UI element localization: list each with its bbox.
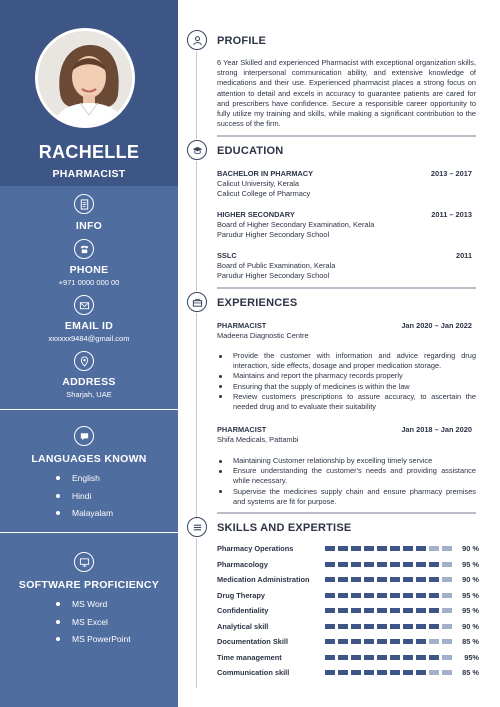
bar-segment-filled [325,593,335,598]
bar-segment-filled [325,639,335,644]
skill-row [217,666,479,682]
years: 2011 – 2013 [431,210,472,219]
experiences-title: EXPERIENCES [217,297,298,309]
years: 2013 – 2017 [430,169,472,178]
location-pin-icon [74,351,94,371]
bar-segment-filled [416,639,426,644]
timeline-line [196,313,197,519]
timeline-line [196,161,197,291]
education-item [217,251,472,282]
bar-segment-filled [390,562,400,567]
list-item: Maintains and report the pharmacy records properly [217,371,476,381]
bar-segment-filled [325,577,335,582]
bar-segment-filled [325,655,335,660]
bar-segment-filled [416,562,426,567]
section-divider [217,135,476,137]
job-header [217,321,472,341]
skill-name: Communication skill [217,668,290,677]
sidebar [0,0,178,707]
bar-segment-filled [338,639,348,644]
bar-segment-filled [351,577,361,582]
bar-segment-filled [390,670,400,675]
bar-segment-filled [351,608,361,613]
phone-label: PHONE [69,264,109,276]
bar-segment-filled [403,608,413,613]
skill-percent: 95% [464,652,479,662]
skill-level-bar [325,608,455,613]
skill-row [217,651,479,667]
bar-segment-filled [429,624,439,629]
company-name: Shifa Medicals, Pattambi [217,435,299,445]
bar-segment-filled [403,577,413,582]
bar-segment-filled [390,577,400,582]
timeline-line [196,51,197,139]
job-role: PHARMACIST [217,425,267,434]
education-item [217,169,472,200]
skill-name: Drug Therapy [217,590,266,600]
profile-title: PROFILE [217,35,267,47]
job-header [217,425,472,445]
languages-heading: LANGUAGES KNOWN [31,453,147,465]
candidate-name: RACHELLE [38,142,140,162]
bar-segment-filled [325,624,335,629]
bar-segment-filled [364,670,374,675]
user-icon [187,30,207,50]
bar-segment-filled [377,546,387,551]
degree: SSLC [217,251,237,260]
skill-level-bar [325,546,455,551]
sidebar-divider [0,409,178,410]
list-item: MS PowerPoint [56,633,131,651]
bar-segment-filled [390,624,400,629]
list-item: Malayalam [56,507,113,525]
bar-segment-empty [442,608,452,613]
info-heading: INFO [75,220,103,232]
bar-segment-empty [442,546,452,551]
skill-name: Time management [217,652,282,662]
institution: Board of Higher Secondary Examination, Kerala [217,220,375,230]
bar-segment-filled [364,593,374,598]
skills-title: SKILLS AND EXPERTISE [217,522,352,534]
bar-segment-filled [377,655,387,660]
graduation-cap-icon [187,140,207,160]
company-name: Madeena Diagnostic Centre [217,331,309,341]
skill-level-bar [325,593,455,598]
bar-segment-empty [442,624,452,629]
education-item [217,210,472,241]
list-item: MS Excel [56,616,131,634]
bar-segment-filled [338,577,348,582]
institution: Board of Public Examination, Kerala [217,261,336,271]
bar-segment-filled [351,546,361,551]
institution: Calicut College of Pharmacy [217,189,311,199]
institution: Parudur Higher Secondary School [217,271,330,281]
bar-segment-filled [377,608,387,613]
monitor-icon [74,552,94,572]
bar-segment-filled [325,670,335,675]
skill-row [217,558,479,574]
phone-icon [74,239,94,259]
address-label: ADDRESS [62,376,116,388]
profile-photo [35,28,135,128]
skill-name: Pharmacy Operations [217,544,294,553]
bar-segment-filled [338,608,348,613]
list-item: MS Word [56,598,131,616]
skills-list [217,542,479,682]
speech-bubble-icon [74,426,94,446]
bar-segment-filled [403,639,413,644]
skill-level-bar [325,577,455,582]
bar-segment-empty [429,670,439,675]
skill-percent: 85 % [462,668,479,677]
candidate-role: PHARMACIST [52,168,126,180]
bar-segment-filled [429,562,439,567]
skill-row [217,573,479,589]
bar-segment-filled [338,624,348,629]
list-item: English [56,472,113,490]
bar-segment-filled [416,577,426,582]
bar-segment-filled [403,562,413,567]
email-value: xxxxxx9484@gmail.com [48,334,130,343]
address-value: Sharjah, UAE [66,390,112,399]
bar-segment-empty [429,639,439,644]
bar-segment-empty [442,593,452,598]
bar-segment-filled [364,639,374,644]
profile-summary: 6 Year Skilled and experienced Pharmacist with exceptional organization skills, strong interpersonal communication ability, and extensive knowledge of medications and their use. Experienced pharmacist places a strong focus on attention to detail and excels in accuracy to guarantee patients are cared for and prescribers have confidence. Secure a responsible career opportunity to fully utilize my training and skills, while making a significant contribution to the success of the firm. [217,58,476,129]
skill-level-bar [325,639,455,644]
institution: Calicut University, Kerala [217,179,300,189]
skill-percent: 95 % [462,590,479,600]
bar-segment-empty [429,546,439,551]
job-role: PHARMACIST [217,321,267,330]
bar-segment-filled [390,546,400,551]
skill-level-bar [325,624,455,629]
bar-segment-filled [390,593,400,598]
skill-percent: 95 % [462,606,479,615]
bar-segment-filled [429,608,439,613]
software-heading: SOFTWARE PROFICIENCY [18,579,160,591]
skill-percent: 85 % [462,637,479,646]
job-responsibilities [217,351,476,412]
bar-segment-filled [390,655,400,660]
degree: HIGHER SECONDARY [217,210,295,219]
mail-icon [74,295,94,315]
list-item: Review customers prescriptions to assure accuracy, to ascertain the needed drug and to evaluate their suitability [217,392,476,412]
bar-segment-filled [403,546,413,551]
skill-level-bar [325,562,455,567]
skill-level-bar [325,670,455,675]
bar-segment-filled [416,593,426,598]
skill-name: Pharmacology [217,559,268,569]
skill-name: Confidentiality [217,606,269,615]
timeline-line [196,538,197,688]
bar-segment-filled [325,546,335,551]
bar-segment-filled [338,546,348,551]
bar-segment-filled [377,577,387,582]
bar-segment-filled [429,655,439,660]
bar-segment-filled [351,562,361,567]
skill-row [217,589,479,605]
bar-segment-filled [338,562,348,567]
bar-segment-filled [390,639,400,644]
languages-list [56,472,113,525]
bar-segment-empty [442,577,452,582]
list-item: Provide the customer with information and advice regarding drug interaction, side effects, dosage and proper medication storage. [217,351,476,371]
bar-segment-filled [364,577,374,582]
skill-row [217,635,479,651]
bar-segment-filled [377,624,387,629]
skill-percent: 90 % [462,544,479,553]
list-item: Supervise the medicines supply chain and ensure pharmacy premises and systems are fit for purpose. [217,487,476,507]
bar-segment-filled [429,577,439,582]
sidebar-divider [0,532,178,533]
list-item: Ensure understanding the customer's needs and providing assistance while necessary. [217,466,476,486]
bar-segment-empty [442,655,452,660]
bar-segment-filled [364,608,374,613]
bar-segment-filled [351,624,361,629]
skill-percent: 90 % [462,621,479,631]
bar-segment-filled [416,670,426,675]
software-list [56,598,131,651]
bar-segment-filled [364,546,374,551]
bar-segment-filled [364,624,374,629]
degree: BACHELOR IN PHARMACY [217,169,314,178]
bar-segment-filled [403,670,413,675]
list-item: Hindi [56,490,113,508]
skill-percent: 90 % [462,575,479,584]
bar-segment-filled [325,562,335,567]
bar-segment-filled [351,655,361,660]
bar-segment-filled [390,608,400,613]
job-dates: Jan 2018 – Jan 2020 [401,425,472,434]
briefcase-icon [187,292,207,312]
skill-row [217,542,479,558]
bar-segment-empty [442,670,452,675]
list-item: Maintaining Customer relationship by excelling timely service [217,456,476,466]
bar-segment-filled [377,562,387,567]
bar-segment-empty [442,639,452,644]
skill-name: Analytical skill [217,621,269,631]
bar-segment-filled [416,655,426,660]
job-dates: Jan 2020 – Jan 2022 [401,321,472,330]
bar-segment-filled [416,546,426,551]
bar-segment-filled [338,655,348,660]
bar-segment-filled [338,593,348,598]
bar-segment-filled [364,562,374,567]
bar-segment-filled [377,670,387,675]
email-label: EMAIL ID [64,320,114,332]
education-title: EDUCATION [217,145,284,157]
job-responsibilities [217,456,476,507]
skill-name: Medication Administration [217,575,310,584]
bar-segment-filled [403,655,413,660]
years: 2011 [455,251,472,260]
skill-row [217,620,479,636]
list-icon [187,517,207,537]
section-divider [217,512,476,514]
list-item: Ensuring that the supply of medicines is within the law [217,382,476,392]
bar-segment-filled [364,655,374,660]
phone-value: +971 0000 000 00 [58,278,120,287]
bar-segment-empty [442,562,452,567]
bar-segment-filled [351,670,361,675]
bar-segment-filled [416,624,426,629]
bar-segment-filled [403,624,413,629]
bar-segment-filled [377,639,387,644]
bar-segment-filled [429,593,439,598]
skill-percent: 95 % [462,559,479,569]
skill-name: Documentation Skill [217,637,289,646]
bar-segment-filled [416,608,426,613]
skill-level-bar [325,655,455,660]
main-content [178,0,500,707]
bar-segment-filled [403,593,413,598]
document-icon [74,194,94,214]
section-divider [217,287,476,289]
bar-segment-filled [325,608,335,613]
bar-segment-filled [351,593,361,598]
bar-segment-filled [351,639,361,644]
bar-segment-filled [338,670,348,675]
skill-row [217,604,479,620]
bar-segment-filled [377,593,387,598]
institution: Parudur Higher Secondary School [217,230,330,240]
